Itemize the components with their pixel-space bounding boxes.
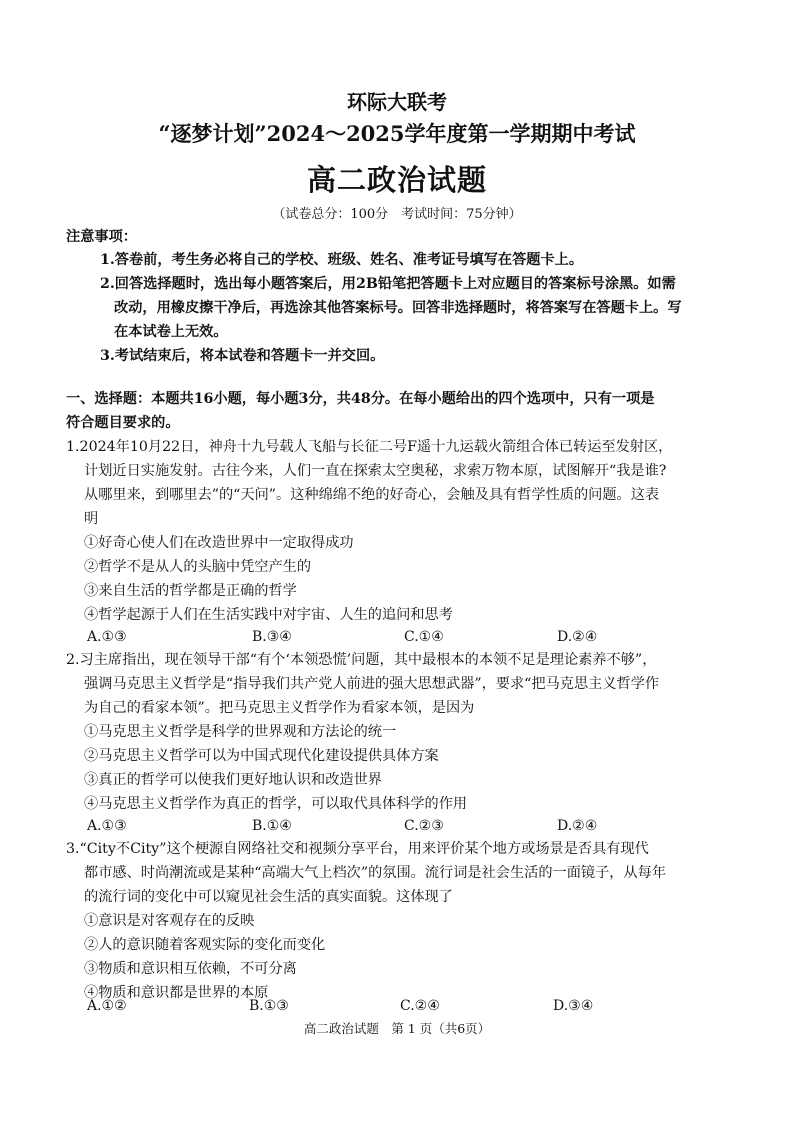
notice-item: 1.答卷前，考生务必将自己的学校、班级、姓名、准考证号填写在答题卡上。 [100, 252, 584, 268]
question-3-stem: 都市感、时尚潮流或是某种“高端大气上档次”的氛围。流行词是社会生活的一面镜子，从每年 [84, 865, 667, 881]
question-3-option-b: B.①③ [249, 998, 289, 1014]
question-3-stem: 的流行词的变化中可以窥见社会生活的真实面貌。这体现了 [84, 889, 453, 905]
question-2-option-d: D.②④ [557, 818, 598, 834]
question-2-statement: ③真正的哲学可以使我们更好地认识和改造世界 [84, 772, 382, 788]
question-2-option-c: C.②③ [404, 818, 444, 834]
question-3-stem: 3.“City不City”这个梗源自网络社交和视频分享平台，用来评价某个地方或场景是否具有现代 [66, 841, 649, 857]
notice-heading: 注意事项： [66, 229, 137, 245]
question-3-statement: ④物质和意识都是世界的本原 [84, 985, 269, 1001]
question-1-stem: 明 [84, 511, 99, 527]
question-1-statement: ②哲学不是从人的头脑中凭空产生的 [84, 559, 312, 575]
exam-meta: （试卷总分：100分 考试时间：75分钟） [272, 207, 522, 222]
section-heading-cont: 符合题目要求的。 [66, 415, 180, 431]
notice-item-cont: 改动，用橡皮擦干净后，再选涂其他答案标号。回答非选择题时，将答案写在答题卡上。写 [114, 300, 682, 316]
question-3-statement: ③物质和意识相互依赖，不可分离 [84, 961, 297, 977]
exam-subject-title: 高二政治试题 [306, 163, 487, 197]
question-3-option-a: A.①② [87, 998, 127, 1014]
question-3-statement: ②人的意识随着客观实际的变化而变化 [84, 937, 326, 953]
question-3-option-d: D.③④ [553, 998, 594, 1014]
question-2-option-a: A.①③ [87, 818, 127, 834]
question-2-option-b: B.①④ [252, 818, 292, 834]
question-1-option-d: D.②④ [557, 629, 598, 645]
exam-alliance-title: 环际大联考 [347, 90, 447, 114]
question-2-stem: 强调马克思主义哲学是“指导我们共产党人前进的强大思想武器”，要求“把马克思主义哲学作 [84, 676, 660, 692]
question-1-option-b: B.③④ [252, 629, 292, 645]
exam-term-title: “逐梦计划”2024～2025学年度第一学期期中考试 [158, 121, 636, 146]
question-1-stem: 1.2024年10月22日，神舟十九号载人飞船与长征二号F遥十九运载火箭组合体已转运至发射区， [66, 439, 673, 455]
notice-item: 3.考试结束后，将本试卷和答题卡一并交回。 [100, 348, 385, 364]
question-1-statement: ④哲学起源于人们在生活实践中对宇宙、人生的追问和思考 [84, 607, 453, 623]
question-1-statement: ③来自生活的哲学都是正确的哲学 [84, 583, 297, 599]
section-heading: 一、选择题：本题共16小题，每小题3分，共48分。在每小题给出的四个选项中，只有一项是 [66, 391, 655, 407]
question-2-stem: 为自己的看家本领”。把马克思主义哲学作为看家本领，是因为 [84, 700, 475, 716]
question-1-stem: 从哪里来，到哪里去”的“天问”。这种绵绵不绝的好奇心，会触及具有哲学性质的问题。这表 [84, 487, 660, 503]
question-2-stem: 2.习主席指出，现在领导干部“有个‘本领恐慌’问题，其中最根本的本领不足是理论素养不够”， [66, 652, 657, 668]
notice-item-cont: 在本试卷上无效。 [114, 324, 228, 340]
question-1-statement: ①好奇心使人们在改造世界中一定取得成功 [84, 535, 354, 551]
page-footer: 高二政治试题 第 1 页（共6页） [303, 1021, 491, 1036]
question-1-option-a: A.①③ [87, 629, 127, 645]
notice-item: 2.回答选择题时，选出每小题答案后，用2B铅笔把答题卡上对应题目的答案标号涂黑。如需 [100, 276, 676, 292]
question-2-statement: ④马克思主义哲学作为真正的哲学，可以取代具体科学的作用 [84, 796, 468, 812]
question-3-statement: ①意识是对客观存在的反映 [84, 913, 255, 929]
question-3-option-c: C.②④ [400, 998, 440, 1014]
question-2-statement: ②马克思主义哲学可以为中国式现代化建设提供具体方案 [84, 748, 439, 764]
question-1-stem: 计划近日实施发射。古往今来，人们一直在探索太空奥秘，求索万物本原，试图解开“我是谁? [84, 463, 667, 479]
question-1-option-c: C.①④ [404, 629, 444, 645]
question-2-statement: ①马克思主义哲学是科学的世界观和方法论的统一 [84, 724, 397, 740]
